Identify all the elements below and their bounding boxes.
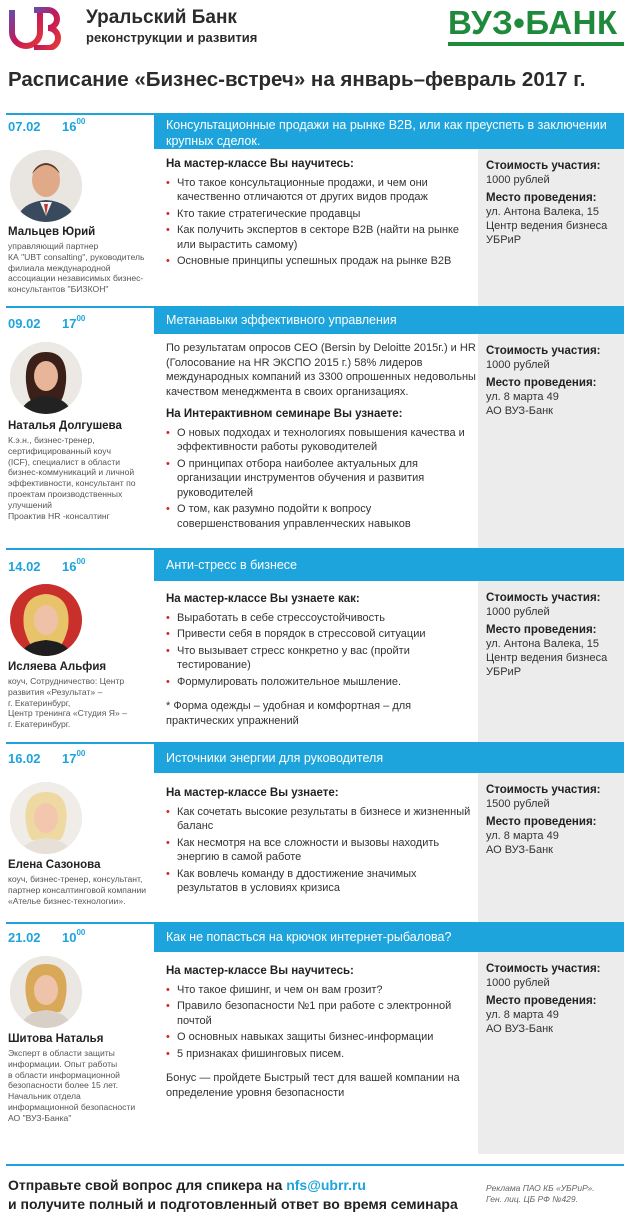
event-card [6,548,624,742]
event-bullets [166,983,476,1062]
footer-call-to-action [8,1176,458,1214]
event-card [6,306,624,548]
event-topic-banner: Как не попасться на крючок интернет-рыбалова? [154,922,624,952]
list-item: • Как получить экспертов в секторе B2B (найти на рынке или вырастить самому) [166,223,476,252]
list-item: • Правило безопасности №1 при работе с электронной почтой [166,999,476,1028]
vuz-bank-logo-text: ВУЗ•БАНК [448,4,618,41]
event-bullets [166,176,476,269]
event-topic-banner: Источники энергии для руководителя [154,742,624,773]
header [0,0,630,60]
bank-name-line2: реконструкции и развития [86,30,258,45]
list-item: • Как сочетать высокие результаты в бизнесе и жизненный баланс [166,805,476,834]
speaker-name: Мальцев Юрий [8,226,96,238]
list-item: • Выработать в себе стрессоустойчивость [166,611,476,626]
cost-label: Стоимость участия: [486,592,601,604]
list-item: • 5 признаках фишинговых писем. [166,1047,476,1062]
list-item: • Как несмотря на все сложности и вызовы находить энергию в самой работе [166,836,476,865]
event-topic-banner: Метанавыки эффективного управления [154,306,624,334]
event-time [62,119,85,134]
speaker-photo [10,956,82,1028]
event-date: 07.02 [8,119,41,134]
list-item: • О принципах отбора наиболее актуальных для организации инструментов обучения и развития руководителей [166,457,476,501]
event-details-panel [478,773,624,922]
speaker-info [8,858,148,906]
event-bullets [166,805,476,896]
event-intro: По результатам опросов CEO (Bersin by Deloitte 2015г.) и HR (Голосование на HR ЭКСПО 2015 г.) 58% лидеров международных компаний из 3300 опрошенных недовольны качеством менеджмента в своих организациях. [166,342,476,398]
event-heading: На мастер-классе Вы научитесь: [166,965,354,977]
event-details-panel [478,581,624,742]
event-description [166,341,476,533]
speaker-name: Исляева Альфия [8,661,107,673]
cost-label: Стоимость участия: [486,963,601,975]
event-card [6,742,624,922]
bank-name-line1: Уральский Банк [86,7,237,28]
event-time [62,930,85,945]
event-heading: На мастер-классе Вы узнаете как: [166,593,360,605]
list-item: • О новых подходах и технологиях повышения качества и эффективности работы руководителей [166,426,476,455]
place-label: Место проведения: [486,816,597,828]
event-time [62,751,85,766]
event-time-hours: 16 [62,559,77,574]
event-time-minutes: 00 [76,749,86,758]
contact-email-link[interactable]: nfs@ubrr.ru [286,1177,366,1193]
event-date: 09.02 [8,316,41,331]
speaker-info [8,660,148,730]
list-item: • Что такое фишинг, и чем он вам грозит? [166,983,476,998]
cost-value: 1000 рублей [486,174,550,186]
event-description [166,157,476,271]
place-value: ул. Антона Валека, 15 Центр ведения бизнеса УБРиР [486,206,608,246]
footer-line2: и получите полный и подготовленный ответ во время семинара [8,1196,458,1212]
speaker-photo [10,342,82,414]
event-note: * Форма одежды – удобная и комфортная – для практических упражнений [166,700,412,727]
list-item: • О основных навыках защиты бизнес-информации [166,1030,476,1045]
event-heading: На мастер-классе Вы узнаете: [166,787,339,799]
list-item: • Формулировать положительное мышление. [166,675,476,690]
event-details-panel [478,334,624,548]
event-time-minutes: 00 [76,557,86,566]
event-bullets [166,611,476,690]
list-item: • Основные принципы успешных продаж на рынке B2B [166,254,476,269]
speaker-name: Наталья Долгушева [8,420,122,432]
place-label: Место проведения: [486,192,597,204]
event-heading: На мастер-классе Вы научитесь: [166,158,354,170]
event-details-panel [478,149,624,306]
event-note: Бонус — пройдете Быстрый тест для вашей компании на определение уровня безопасности [166,1072,460,1099]
event-details-panel [478,952,624,1154]
speaker-portrait-icon [10,956,82,1028]
speaker-name: Елена Сазонова [8,859,101,871]
place-value: ул. 8 марта 49 АО ВУЗ-Банк [486,391,559,417]
event-date: 16.02 [8,751,41,766]
vuz-bank-logo [448,6,624,46]
event-description [166,786,476,898]
place-label: Место проведения: [486,995,597,1007]
list-item: • Что такое консультационные продажи, и чем они качественно отличаются от других видов продаж [166,176,476,205]
speaker-portrait-icon [10,342,82,414]
speaker-photo [10,584,82,656]
cost-value: 1000 рублей [486,606,550,618]
event-time-hours: 16 [62,119,77,134]
legal-notice [486,1183,595,1205]
cost-value: 1000 рублей [486,977,550,989]
place-value: ул. 8 марта 49 АО ВУЗ-Банк [486,830,559,856]
event-card [6,113,624,306]
footer-divider [6,1164,624,1166]
event-card [6,922,624,1154]
speaker-description: К.э.н., бизнес-тренер, сертифицированный коуч (ICF), специалист в области бизнес-коммуникаций и личной эффективности, консультант по проектам производственных улучшений Проактив HR -консалтинг [8,435,136,521]
event-time-minutes: 00 [76,117,86,126]
speaker-description: коуч, бизнес-тренер, консультант, партнер консалтинговой компании «Ателье бизнес-технологии». [8,874,147,906]
event-date: 14.02 [8,559,41,574]
speaker-description: коуч, Сотрудничество: Центр развития «Результат» – г. Екатеринбург, Центр тренинга «Студия Я» – г. Екатеринбург. [8,676,127,730]
event-time [62,316,85,331]
event-topic-banner: Анти-стресс в бизнесе [154,548,624,581]
speaker-info [8,1032,148,1124]
speaker-info [8,419,148,521]
speaker-photo [10,150,82,222]
speaker-info [8,225,148,295]
legal-line1: Реклама ПАО КБ «УБРиР». [486,1183,595,1193]
cost-label: Стоимость участия: [486,160,601,172]
place-label: Место проведения: [486,624,597,636]
place-value: ул. Антона Валека, 15 Центр ведения бизнеса УБРиР [486,638,608,678]
cost-value: 1000 рублей [486,359,550,371]
event-time-minutes: 00 [76,314,86,323]
event-description [166,964,476,1100]
page-title: Расписание «Бизнес-встреч» на январь–февраль 2017 г. [8,68,586,91]
cost-label: Стоимость участия: [486,784,601,796]
speaker-photo [10,782,82,854]
event-time-hours: 17 [62,316,77,331]
event-time-hours: 17 [62,751,77,766]
speaker-portrait-icon [10,584,82,656]
vuz-bank-logo-underline [448,42,624,46]
cost-label: Стоимость участия: [486,345,601,357]
ubrr-logo-icon [8,6,66,50]
speaker-portrait-icon [10,782,82,854]
speaker-name: Шитова Наталья [8,1033,104,1045]
event-topic-banner: Консультационные продажи на рынке B2B, или как преуспеть в заключении крупных сделок. [154,113,624,149]
speaker-portrait-icon [10,150,82,222]
speaker-description: Эксперт в области защиты информации. Опыт работы в области информационной безопасности более 15 лет. Начальник отдела информационной безопасности АО "ВУЗ-Банка" [8,1048,136,1123]
place-value: ул. 8 марта 49 АО ВУЗ-Банк [486,1009,559,1035]
footer-line1: Отправьте свой вопрос для спикера на [8,1177,287,1193]
speaker-description: управляющий партнер КА "UBT consalting", руководитель филиала международной ассоциации независимых бизнес- консультантов "БИЗКОН" [8,241,145,295]
list-item: • Как вовлечь команду в ддостижение значимых результатов в условиях кризиса [166,867,476,896]
bank-name [86,8,257,46]
legal-line2: Ген. лиц. ЦБ РФ №429. [486,1194,578,1204]
list-item: • О том, как разумно подойти к вопросу совершенствования управленческих навыков [166,502,476,531]
list-item: • Что вызывает стресс конкретно у вас (пройти тестирование) [166,644,476,673]
event-time-hours: 10 [62,930,77,945]
event-time [62,559,85,574]
list-item: • Кто такие стратегические продавцы [166,207,476,222]
place-label: Место проведения: [486,377,597,389]
event-description [166,592,476,728]
list-item: • Привести себя в порядок в стрессовой ситуации [166,627,476,642]
event-time-minutes: 00 [76,928,86,937]
event-heading: На Интерактивном семинаре Вы узнаете: [166,408,403,420]
event-date: 21.02 [8,930,41,945]
cost-value: 1500 рублей [486,798,550,810]
event-bullets [166,426,476,532]
